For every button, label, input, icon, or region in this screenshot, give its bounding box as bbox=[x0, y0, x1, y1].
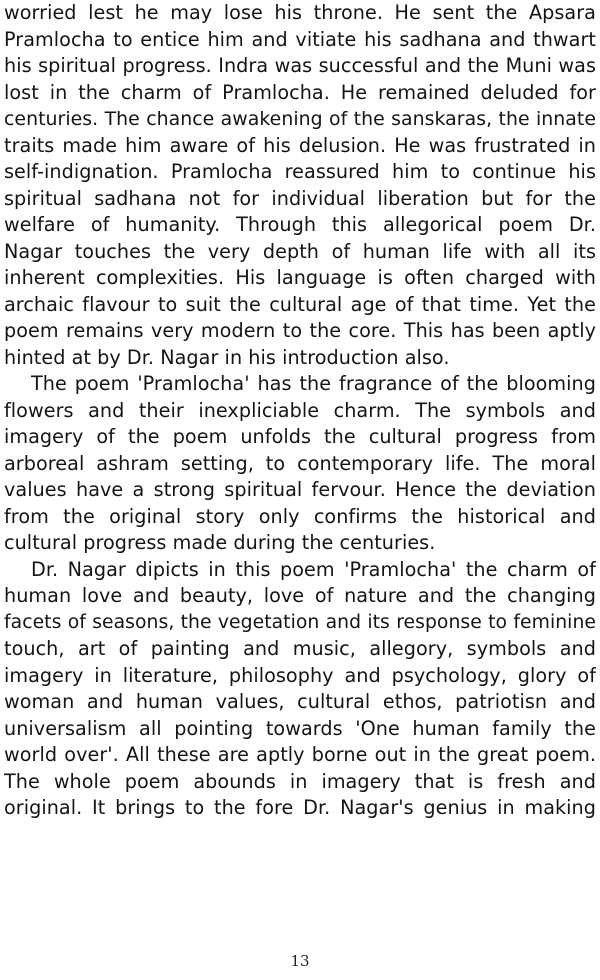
text-line: values have a strong spiritual fervour. Hence the deviation bbox=[4, 478, 596, 501]
text-line: arboreal ashram setting, to contemporary life. The moral bbox=[4, 451, 596, 475]
text-line: hinted at by Dr. Nagar in his introduction also. bbox=[4, 345, 450, 369]
text-line: welfare of humanity. Through this allegorical poem Dr. bbox=[4, 213, 596, 236]
text-line: lost in the charm of Pramlocha. He remained deluded for bbox=[4, 80, 596, 104]
text-line: self-indignation. Pramlocha reassured him to continue his bbox=[4, 160, 596, 183]
body-text bbox=[4, 0, 596, 822]
text-line: spiritual sadhana not for individual liberation but for the bbox=[4, 186, 596, 210]
text-line: universalism all pointing towards 'One human family the bbox=[4, 716, 596, 740]
paragraph-1 bbox=[4, 0, 596, 371]
text-line: cultural progress made during the centuries. bbox=[4, 531, 436, 554]
text-line: imagery in literature, philosophy and psychology, glory of bbox=[4, 663, 596, 687]
text-line: centuries. The chance awakening of the sanskaras, the innate bbox=[4, 108, 596, 130]
text-line: traits made him aware of his delusion. He was frustrated in bbox=[4, 133, 596, 157]
paragraph-3 bbox=[4, 557, 596, 822]
text-line: imagery of the poem unfolds the cultural progress from bbox=[4, 425, 596, 448]
text-line: inherent complexities. His language is often charged with bbox=[4, 266, 596, 289]
text-line: The whole poem abounds in imagery that is fresh and bbox=[4, 769, 596, 793]
text-line: original. It brings to the fore Dr. Nagar's genius in making bbox=[4, 796, 596, 819]
text-line: archaic flavour to suit the cultural age of that time. Yet the bbox=[4, 292, 596, 316]
text-line: The poem 'Pramlocha' has the fragrance of the blooming bbox=[31, 372, 596, 395]
text-line: Nagar touches the very depth of human life with all its bbox=[4, 239, 596, 263]
text-line: Pramlocha to entice him and vitiate his sadhana and thwart bbox=[4, 27, 596, 51]
text-line: world over'. All these are aptly borne out in the great poem. bbox=[4, 743, 596, 766]
text-line: woman and human values, cultural ethos, patriotisn and bbox=[4, 690, 596, 713]
text-line: flowers and their inexpliciable charm. The symbols and bbox=[4, 398, 596, 422]
text-line: from the original story only confirms the historical and bbox=[4, 504, 596, 528]
text-line: his spiritual progress. Indra was successful and the Muni was bbox=[4, 54, 596, 77]
text-line: poem remains very modern to the core. This has been aptly bbox=[4, 319, 596, 342]
paragraph-2 bbox=[4, 371, 596, 557]
text-line: human love and beauty, love of nature and the changing bbox=[4, 584, 596, 607]
text-line: facets of seasons, the vegetation and its response to feminine bbox=[4, 611, 596, 633]
text-line: touch, art of painting and music, allegory, symbols and bbox=[4, 637, 596, 660]
text-line: worried lest he may lose his throne. He sent the Apsara bbox=[4, 1, 596, 24]
text-line: Dr. Nagar dipicts in this poem 'Pramlocha' the charm of bbox=[31, 557, 596, 581]
page-number: 13 bbox=[290, 952, 310, 970]
